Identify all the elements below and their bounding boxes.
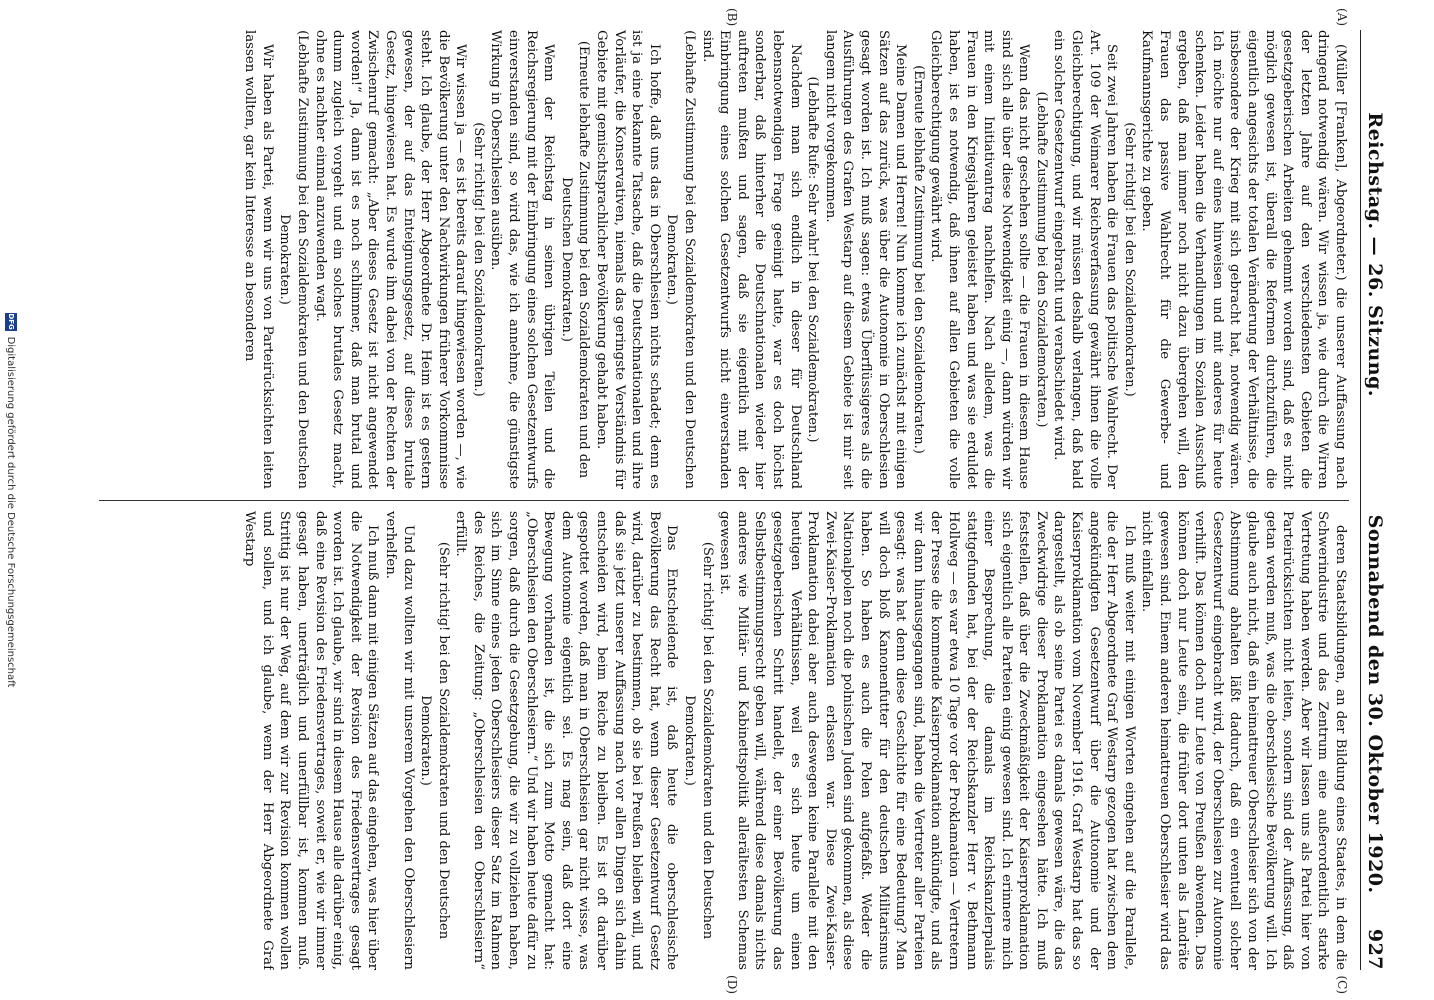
- dfg-logo-icon: DFG: [7, 313, 15, 330]
- header-left-title: Reichstag. — 26. Sitzung.: [1364, 112, 1386, 398]
- interjection: (Erneute lebhafte Zustimmung bei den Sozialdemokraten.): [910, 65, 926, 454]
- paragraph: Ich hoffe, daß uns das in Oberschlesien nichts schadet; denn es ist ja eine bekannte Tatsache, daß die Deutschnationalen und ihre Vorläufer, die Konservativen, niemals das geringste Verständnis für Gebiete mit gemischtsprachlicher Bevölkerung gehabt haben.: [594, 30, 662, 489]
- right-column: [99, 511, 1349, 970]
- interjection: (Lebhafte Zustimmung bei den Sozialdemokraten.): [1033, 91, 1049, 428]
- paragraph: Wenn der Reichstag in seinen übrigen Teilen und die Reichsregierung mit der Einbringung eines solchen Gesetzentwurfs einverstanden sind, so wird das, wie ich annehme, die günstigste Wirkung in Oberschlesien ausüben.: [488, 30, 557, 489]
- text-columns: [99, 30, 1349, 970]
- interjection: (Sehr richtig! bei den Sozialdemokraten und den Deutschen Demokraten.): [418, 541, 451, 940]
- paragraph: (Müller [Franken], Abgeordneter.) die unserer Auffassung nach dringend notwendig wären. Wir wissen ja, wie durch die Wirren der letzten Jahre auf den verschiedensten Gebieten die gesetzgeberischen Arbeiten gehemmt worden sind, daß es nicht möglich gewesen ist, überall die Reformen durchzuführen, die eigentlich angesichts der totalen Veränderung der Verhältnisse, die insbesondere der Krieg mit sich gebracht hat, notwendig wären. Ich möchte nur auf eines hinweisen und mit anderes für heute schenken. Leider haben die Verhandlungen im Sozialen Ausschuß ergeben, daß man immer noch nicht dazu übergehen will, den Frauen das passive Wahlrecht für die Gewerbe- und Kaufmannsgerichte zu geben.: [1139, 30, 1348, 489]
- paragraph: Wir haben als Partei, wenn wir uns von Parteirücksichten leiten lassen wollten, gar kein Interesse an besonderen: [242, 30, 275, 489]
- paragraph: Meine Damen und Herren! Nun komme ich zunächst mit einigen Sätzen auf das zurück, was über die Autonomie in Oberschlesien gesagt worden ist. Ich muß sagen: etwas Überflüssigeres als die Ausführungen des Grafen Westarp auf diesem Gebiete ist mir seit langem nicht vorgekommen.: [822, 30, 909, 489]
- left-column: [99, 30, 1349, 489]
- page-content: [99, 8, 1389, 994]
- margin-marker-a: (A): [1335, 8, 1349, 27]
- paragraph: Nachdem man sich endlich in dieser für Deutschland lebensnotwendigen Frage geeinigt hatte, war es doch höchst sonderbar, daß hinterher die Deutschnationalen wieder hier auftreten mußten und sagen, daß sie eigentlich mit der Einbringung eines solchen Gesetzentwurfs nicht einverstanden sind.: [699, 30, 803, 489]
- paragraph: Das Entscheidende ist, daß heute die oberschlesische Bevölkerung das Recht hat, wenn dieser Gesetzentwurf Gesetz wird, darüber zu bestimmen, ob sie bei Preußen bleiben will, und daß sie jetzt unserer Auffassung nach vor allen Dingen sich dahin entscheiden wird, beim Reiche zu bleiben. Es ist oft darüber gespottet worden, daß man in Oberschlesien gar nicht wisse, was dem Autonomie eigentlich sei. Es mag sein, daß dort eine Bewegung vorhanden ist, die sich zum Motto gemacht hat: „Oberschlesien den Oberschlesiern.“ Und wir haben heute dafür zu sorgen, daß durch die Gesetzgebung, die wir zu vollziehen haben, sich im Sinne eines jeden Oberschlesiers dieser Satz im Rahmen des Reiches, die Zeitung: „Oberschlesien den Oberschlesiern“ erfüllt.: [453, 511, 680, 970]
- paragraph: Ich muß dann mit einigen Sätzen auf das eingehen, was hier über die Notwendigkeit der Revision des Friedensvertrages gesagt worden ist. Ich glaube, wir sind in diesem Hause alle darüber einig, daß eine Revision des Friedensvertrages, soweit er, wie wir immer gesagt haben, unerträglich und unerfüllbar ist, kommen muß. Strittig ist nur der Weg, auf dem wir zur Revision kommen wollen und sollen, und ich glaube, wenn der Herr Abgeordnete Graf Westarp: [242, 511, 381, 970]
- interjection: (Erneute lebhafte Zustimmung bei den Sozialdemokraten und den Deutschen Demokraten.): [558, 40, 592, 479]
- paragraph: deren Staatsbildungen, an der Bildung eines Staates, in dem die Schwerindustrie und das Zentrum eine außerordentlich starke Vertretung haben werden. Aber wir lassen uns als Partei hier von Parteirücksichten nicht leiten, sondern sind der Auffassung, daß getan werden muß, was die oberschlesische Bevölkerung will. Ich glaube auch nicht, daß ein heimattreuer Oberschlesier sich von der Abstimmung abhalten läßt dadurch, daß ein eventuell solcher Gesetzentwurf eingebracht wird, der Oberschlesien zur Autonomie verhilft. Das können doch nur Leute von Preußen abwenden. Das können doch nur Leute sein, die früher dort unten als Landräte gewesen sind. Einem anderen heimattreuen Oberschlesier wird das nicht einfallen.: [1139, 511, 1348, 970]
- paragraph: Und dazu wollten wir mit unserem Vorgehen den Oberschlesiern verhelfen.: [382, 511, 416, 970]
- margin-marker-b: (B): [725, 8, 739, 27]
- paragraph: Wenn das nicht geschehen sollte — die Frauen in diesem Hause sind sich alle über diese Notwendigkeit einig —, dann würden wir mit einem Initiativantrag nachhelfen. Nach alledem, was die Frauen in den Kriegsjahren geleistet haben und was sie erduldet haben, ist es notwendig, daß ihnen auf allen Gebieten die volle Gleichberechtigung gewährt wird.: [928, 30, 1032, 489]
- interjection: (Lebhafte Rufe: Sehr wahr! bei den Sozialdemokraten.): [805, 76, 821, 443]
- running-head: [1360, 30, 1389, 970]
- footer-text: Digitalisierung gefördert durch die Deutsche Forschungsgemeinschaft: [5, 336, 17, 688]
- paragraph: Ich muß weiter mit einigen Worten eingehen auf die Parallele, die der Herr Abgeordnete Graf Westarp gezogen hat zwischen dem angekündigten Gesetzentwurf über die Autonomie und der Kaiserproklamation vom November 1916. Graf Westarp hat das so dargestellt, als ob seine Partei es damals gewesen wäre, die das Zweckwidrige dieser Proklamation eingesehen hätte. Ich muß feststellen, daß über die Zweckmäßigkeit der Kaiserproklamation sich eigentlich alle Parteien einig gewesen sind. Ich erinnere mich einer Besprechung, die damals im Reichskanzlerpalais stattgefunden hat, bei der der Reichskanzler Herr v. Bethmann Hollweg — es war etwa 10 Tage vor der Proklamation — Vertretern der Presse die kommende Kaiserproklamation ankündigte, und als wir dann hinausgegangen sind, haben die Vertreter aller Parteien gesagt: was hat denn diese Geschichte für eine Bedeutung? Man will doch bloß Kanonenfutter für den deutschen Militarismus haben. So haben es auch die Polen aufgefaßt. Weder die Nationalpolen noch die polnischen Juden sind gekommen, als diese Zwei-Kaiser-Proklamation erlassen war. Diese Zwei-Kaiser-Proklamation dabei aber auch deswegen keine Parallele mit den heutigen Verhältnissen, weil es sich heute um einen gesetzgeberischen Schritt handelt, der einer Bevölkerung das Selbstbestimmungsrecht geben will, während diese damals nichts anderes wie Militär- und Kabinettspolitik allerältesten Schemas gewesen ist.: [717, 511, 1137, 970]
- interjection: (Sehr richtig! bei den Sozialdemokraten.): [1121, 122, 1137, 397]
- page-footer: [0, 0, 22, 1000]
- interjection: (Sehr richtig! bei den Sozialdemokraten und den Deutschen Demokraten.): [682, 541, 715, 940]
- interjection: (Lebhafte Zustimmung bei den Sozialdemokraten und den Deutschen Demokraten.): [277, 30, 310, 489]
- page-number: 927: [1364, 928, 1386, 971]
- paragraph: Seit zwei Jahren haben die Frauen das politische Wahlrecht. Der Art. 109 der Weimarer Reichsverfassung gewährt ihnen die volle Gleichberechtigung, und wir müssen deshalb verlangen, daß bald ein solcher Gesetzentwurf eingebracht und verabschiedet wird.: [1051, 30, 1120, 489]
- margin-marker-c: (C): [1335, 975, 1349, 994]
- interjection: (Lebhafte Zustimmung bei den Sozialdemokraten und den Deutschen Demokraten.): [664, 30, 698, 489]
- paragraph: Wir wissen ja — es ist bereits darauf hingewiesen worden —, wie die Bevölkerung unter den Nachwirkungen früherer Vorkommnisse steht. Ich glaube, der Herr Abgeordnete Dr. Heim ist es gestern gewesen, der auf das Enteignungsgesetz, auf dieses brutale Gesetz, hingewiesen hat. Es wurde ihm dabei von der Rechten der Zwischenruf gemacht: „Aber dieses Gesetz ist nicht angewendet worden!“ Ja, dann ist es noch schlimmer, daß man brutal und dumm zugleich vorgeht und ein solches brutales Gesetz macht, ohne es nachher einmal anzuwenden wagt.: [312, 30, 469, 489]
- interjection: (Sehr richtig! bei den Sozialdemokraten.): [470, 122, 486, 397]
- header-right-title: Sonnabend den 30. Oktober 1920.: [1364, 514, 1386, 894]
- margin-marker-d: (D): [725, 975, 739, 994]
